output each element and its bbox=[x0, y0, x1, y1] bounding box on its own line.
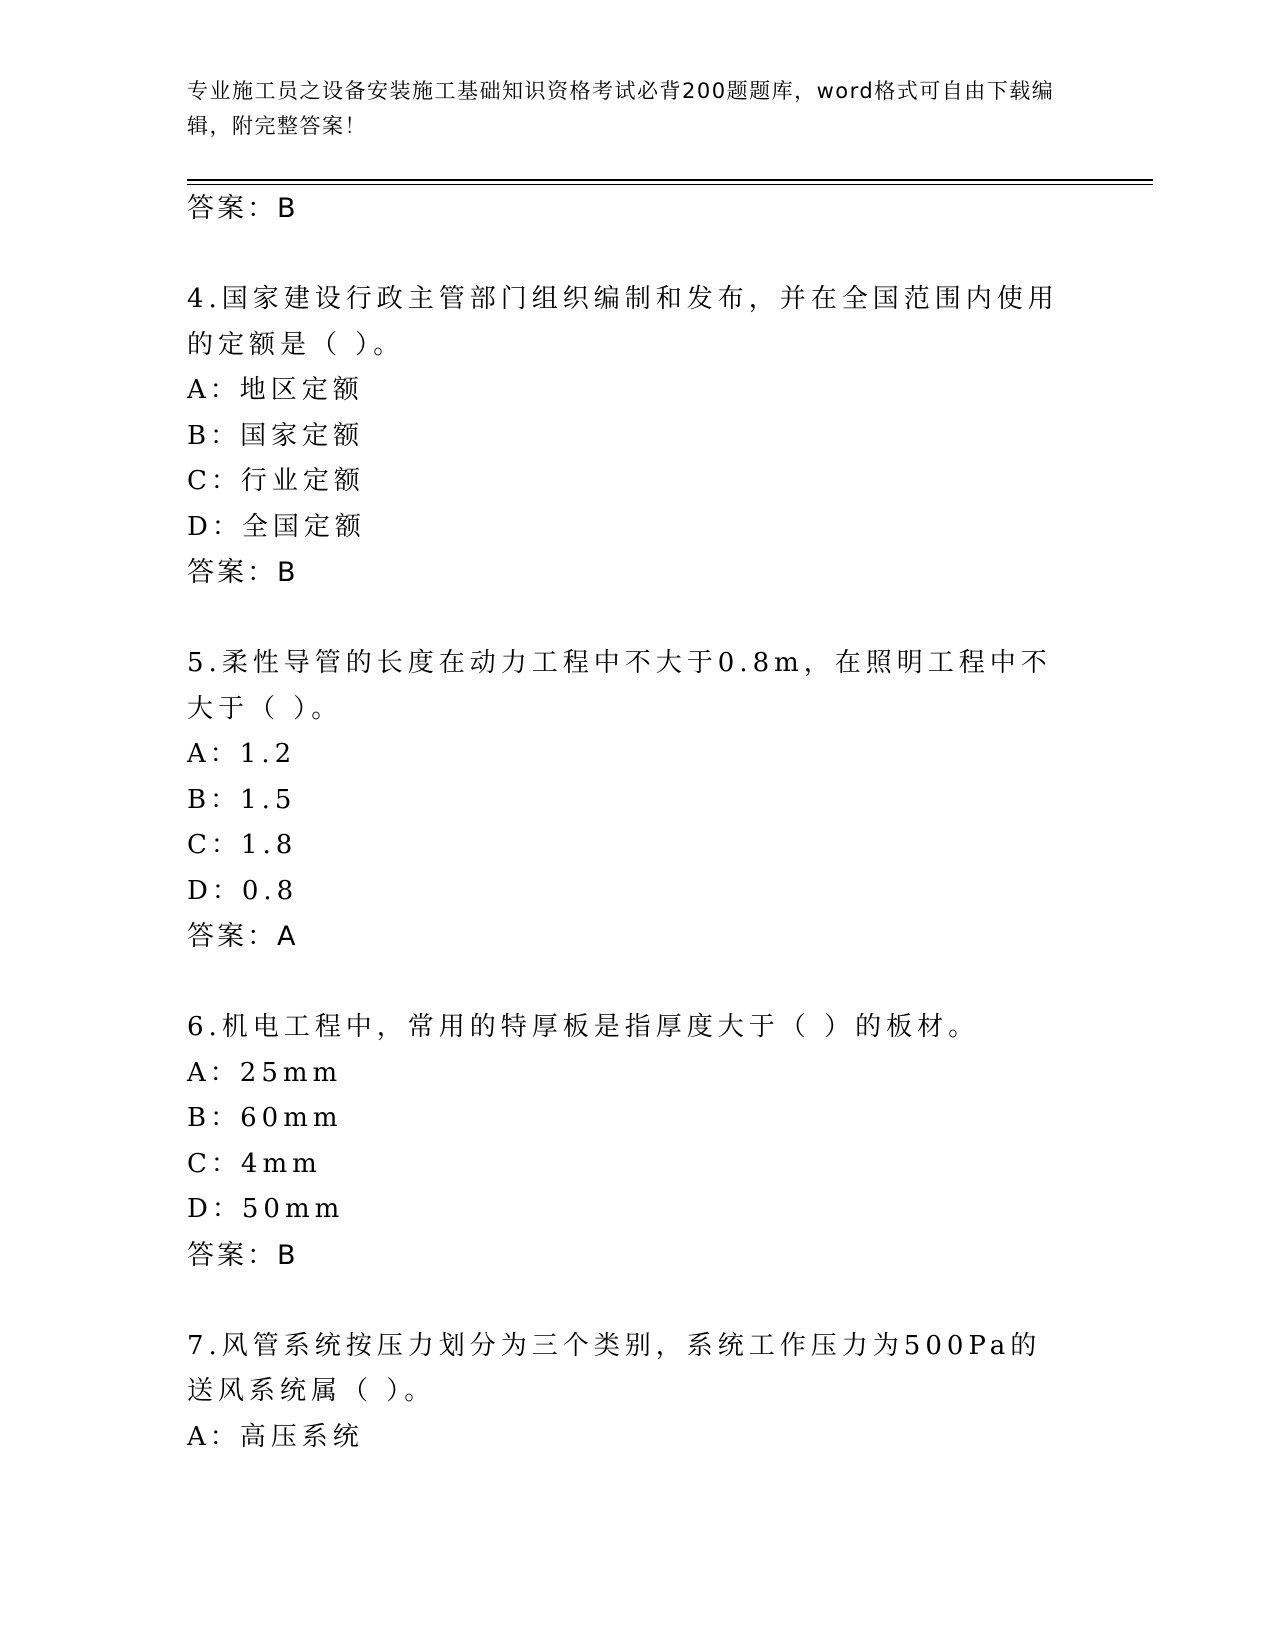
option-c bbox=[187, 459, 1067, 505]
option-text: 行业定额 bbox=[240, 466, 365, 496]
option-text: 60mm bbox=[240, 1103, 343, 1133]
question-stem: 5.柔性导管的长度在动力工程中不大于0.8m，在照明工程中不大于（ ）。 bbox=[187, 648, 1052, 724]
option-key: A： bbox=[187, 1421, 240, 1452]
answer-value: B bbox=[277, 557, 297, 588]
option-d bbox=[187, 869, 1067, 915]
answer-label: 答案： bbox=[187, 193, 277, 224]
option-text: 0.8 bbox=[241, 875, 299, 906]
answer-line bbox=[187, 914, 1067, 960]
option-key: D： bbox=[187, 511, 242, 542]
option-text: 地区定额 bbox=[239, 375, 364, 405]
question-item bbox=[187, 641, 1067, 960]
answer-line bbox=[187, 550, 1067, 596]
option-text: 高压系统 bbox=[239, 1421, 364, 1452]
answer-label: 答案： bbox=[187, 1239, 277, 1271]
option-d bbox=[187, 505, 1067, 551]
option-text: 25mm bbox=[239, 1057, 343, 1088]
option-key: C： bbox=[187, 466, 241, 496]
answer-value: A bbox=[277, 921, 297, 952]
option-d bbox=[187, 1187, 1067, 1233]
option-key: A： bbox=[187, 739, 240, 769]
answer-line bbox=[187, 186, 1067, 232]
question-stem: 7.风管系统按压力划分为三个类别，系统工作压力为500Pa的送风系统属（ ）。 bbox=[187, 1330, 1042, 1406]
question-item bbox=[187, 277, 1067, 596]
answer-line bbox=[187, 1233, 1067, 1279]
question-stem: 6.机电工程中，常用的特厚板是指厚度大于（ ）的板材。 bbox=[187, 1012, 980, 1042]
answer-value: B bbox=[277, 1239, 297, 1271]
option-key: A： bbox=[187, 1057, 240, 1088]
answer-label: 答案： bbox=[187, 557, 277, 588]
option-a bbox=[187, 1415, 1067, 1461]
question-list bbox=[187, 186, 1067, 1460]
option-key: D： bbox=[187, 1194, 242, 1224]
option-a bbox=[187, 368, 1067, 414]
option-text: 1.8 bbox=[240, 830, 298, 860]
option-text: 国家定额 bbox=[240, 420, 365, 451]
option-text: 1.5 bbox=[240, 784, 297, 815]
option-key: D： bbox=[187, 875, 242, 906]
option-key: B： bbox=[187, 784, 241, 815]
option-text: 50mm bbox=[241, 1194, 345, 1224]
option-b bbox=[187, 1096, 1067, 1142]
option-key: B： bbox=[187, 420, 241, 451]
question-stem: 4.国家建设行政主管部门组织编制和发布，并在全国范围内使用的定额是（ ）。 bbox=[187, 284, 1059, 360]
option-text: 全国定额 bbox=[241, 511, 366, 542]
option-b bbox=[187, 414, 1067, 460]
option-text: 4mm bbox=[240, 1148, 322, 1179]
question-item bbox=[187, 1005, 1067, 1279]
header-rule-thick bbox=[187, 179, 1153, 181]
document-header: 专业施工员之设备安装施工基础知识资格考试必背200题题库，word格式可自由下载编辑，附完整答案！ bbox=[187, 79, 1055, 138]
option-text: 1.2 bbox=[239, 739, 297, 769]
answer-value: B bbox=[277, 193, 297, 224]
option-b bbox=[187, 778, 1067, 824]
question-item bbox=[187, 1324, 1067, 1461]
option-c bbox=[187, 823, 1067, 869]
option-a bbox=[187, 732, 1067, 778]
option-c bbox=[187, 1142, 1067, 1188]
answer-label: 答案： bbox=[187, 921, 277, 952]
option-key: B： bbox=[187, 1103, 241, 1133]
option-key: C： bbox=[187, 1148, 241, 1179]
option-a bbox=[187, 1051, 1067, 1097]
option-key: C： bbox=[187, 830, 241, 860]
option-key: A： bbox=[187, 375, 240, 405]
header-rule-thin bbox=[187, 184, 1153, 185]
